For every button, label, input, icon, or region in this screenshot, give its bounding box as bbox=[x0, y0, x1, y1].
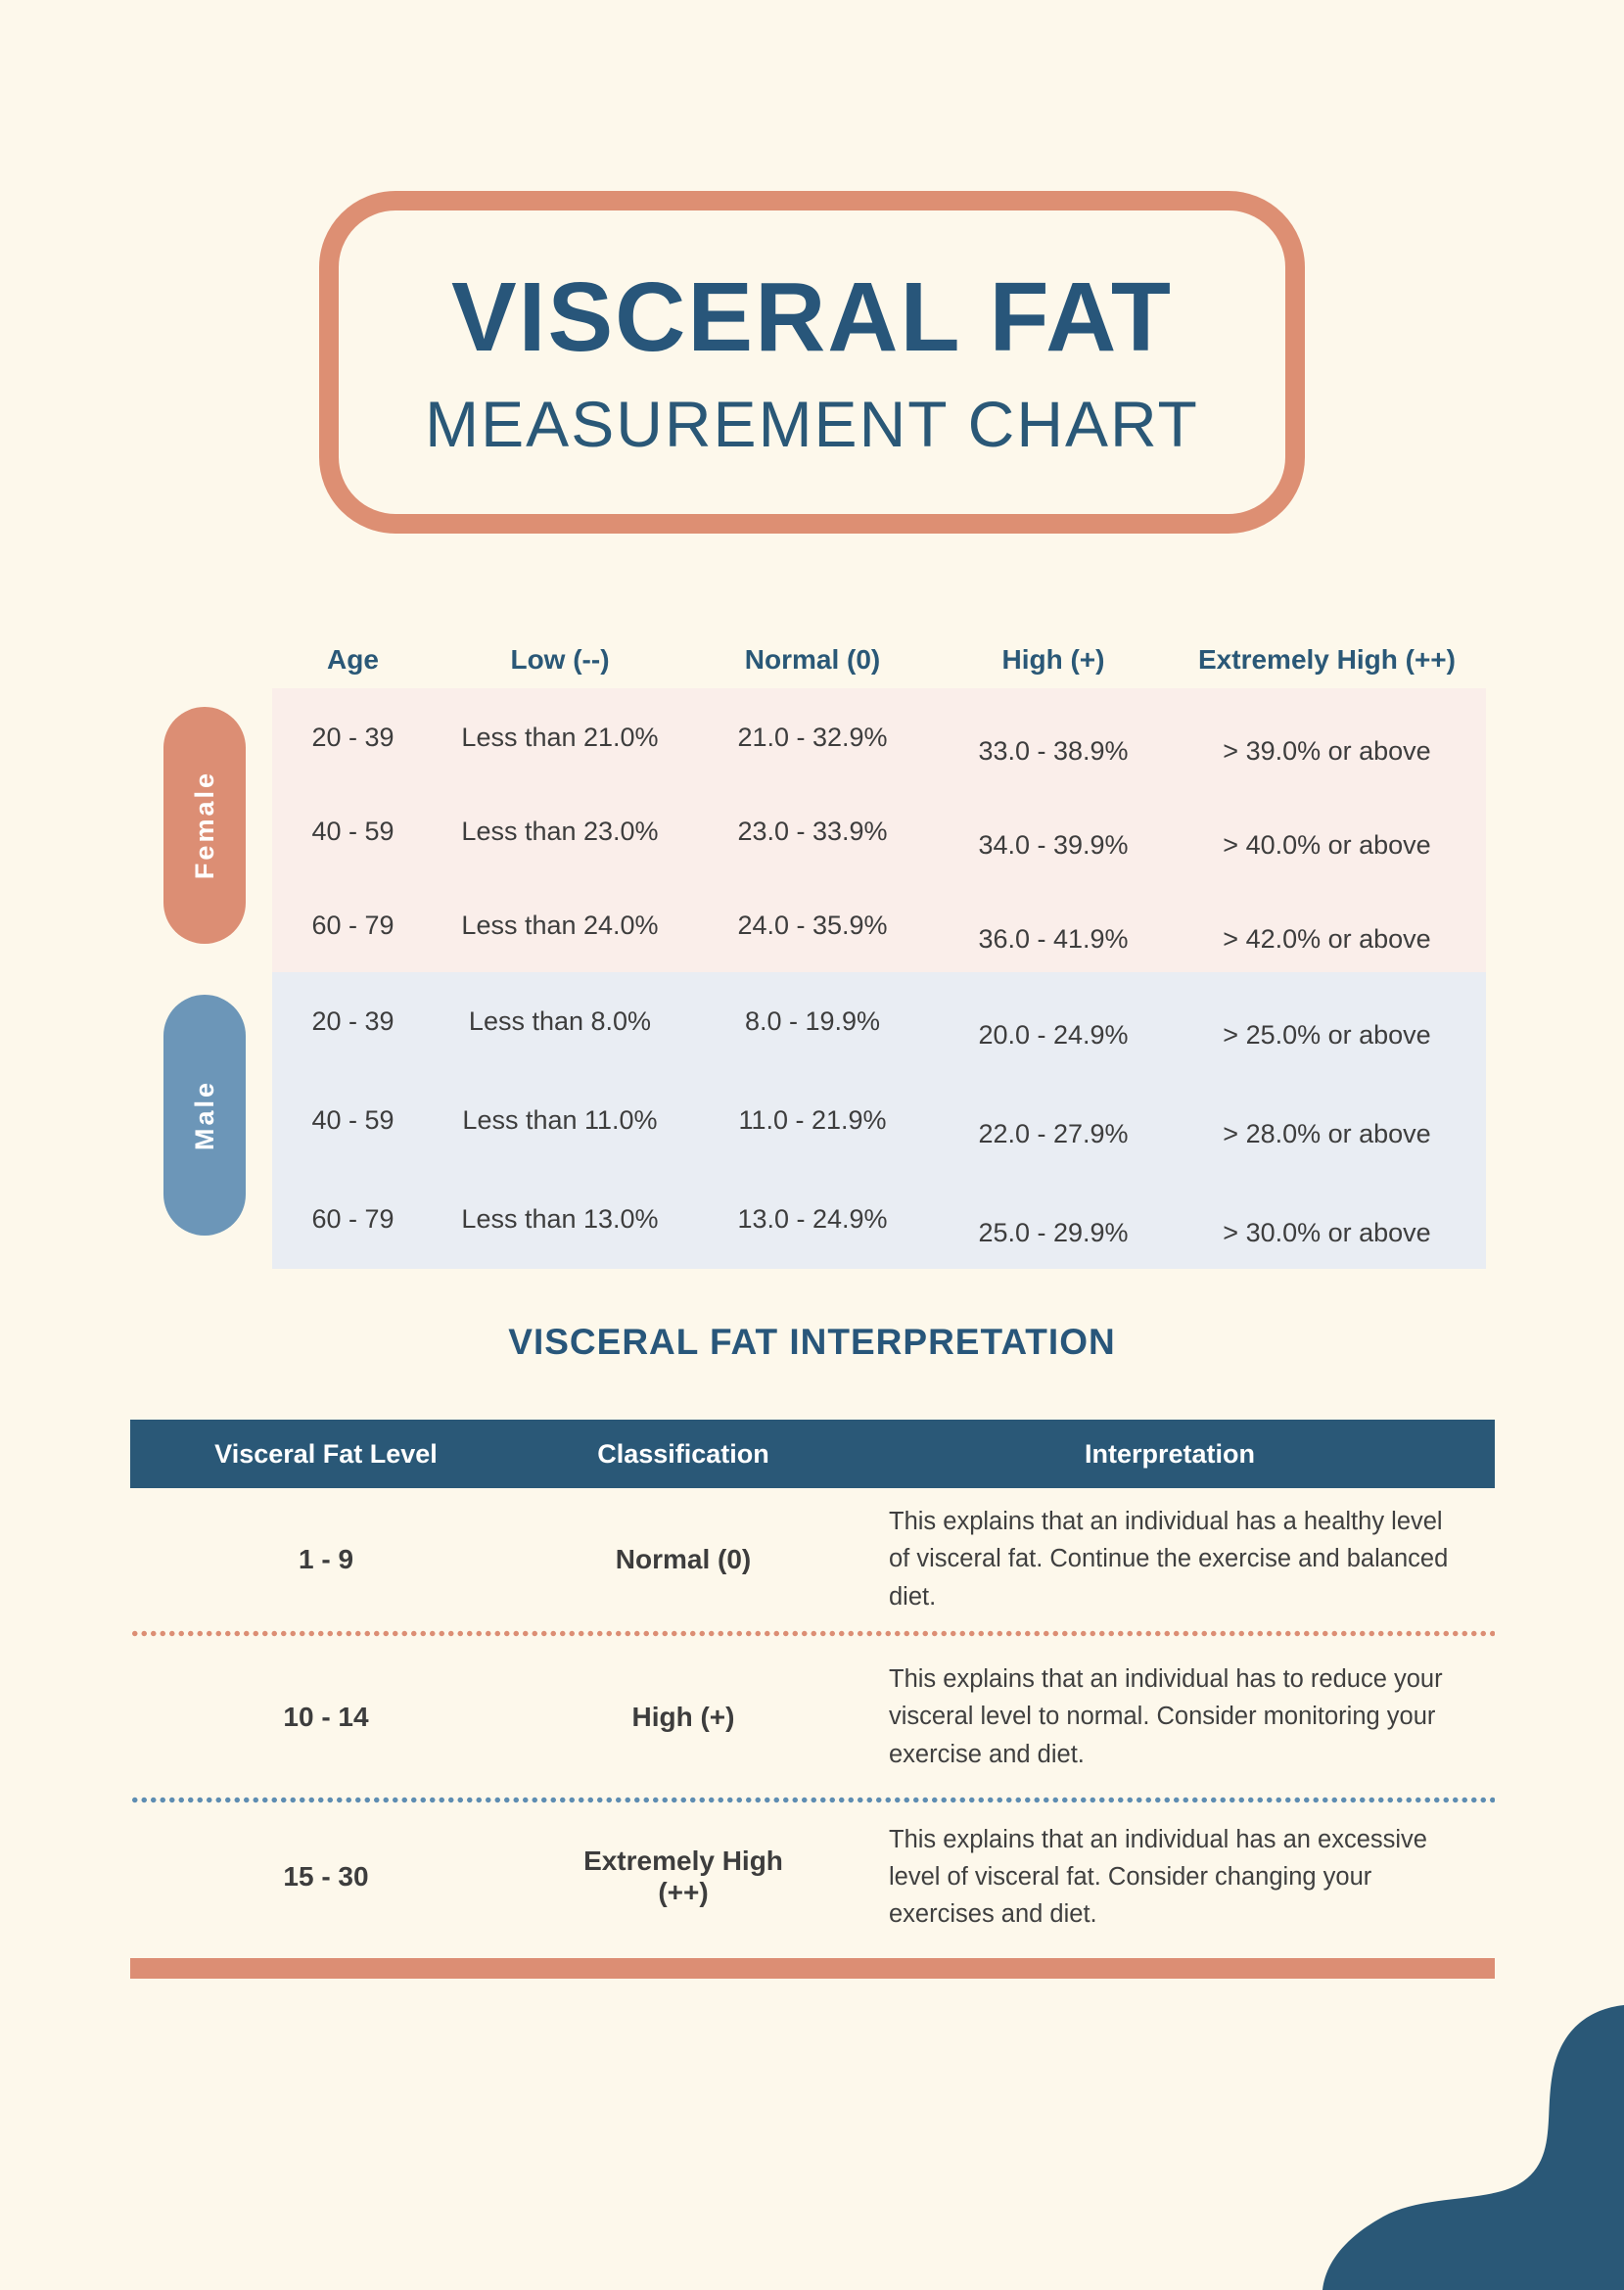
extremely-high-cell: > 39.0% or above bbox=[1223, 735, 1431, 766]
dotted-divider-salmon bbox=[130, 1630, 1495, 1637]
high-cell: 20.0 - 24.9% bbox=[978, 1020, 1129, 1050]
interpretation-table bbox=[130, 1420, 1495, 1950]
column-header-extremely-high: Extremely High (++) bbox=[1198, 644, 1456, 675]
table-row bbox=[272, 1071, 1486, 1170]
age-cell: 40 - 59 bbox=[311, 1105, 394, 1135]
interpretation-cell: This explains that an individual has an excessive level of visceral fat. Consider changing your exercises and diet. bbox=[889, 1825, 1427, 1929]
column-header-age: Age bbox=[327, 644, 379, 675]
extremely-high-cell: > 40.0% or above bbox=[1223, 829, 1431, 860]
high-cell: 33.0 - 38.9% bbox=[978, 735, 1129, 766]
age-cell: 60 - 79 bbox=[311, 910, 394, 940]
high-cell: 36.0 - 41.9% bbox=[978, 923, 1129, 954]
female-rows-group bbox=[272, 688, 1486, 972]
column-header-interpretation: Interpretation bbox=[1084, 1438, 1255, 1469]
low-cell: Less than 23.0% bbox=[461, 816, 659, 846]
interpretation-cell: This explains that an individual has a healthy level of visceral fat. Continue the exercise and balanced diet. bbox=[889, 1508, 1449, 1611]
normal-cell: 21.0 - 32.9% bbox=[737, 722, 888, 752]
column-header-normal: Normal (0) bbox=[744, 644, 881, 675]
classification-cell: Extremely High (++) bbox=[583, 1846, 783, 1907]
low-cell: Less than 13.0% bbox=[461, 1204, 659, 1234]
age-cell: 60 - 79 bbox=[311, 1204, 394, 1234]
high-cell: 34.0 - 39.9% bbox=[978, 829, 1129, 860]
age-cell: 20 - 39 bbox=[311, 1006, 394, 1036]
interpretation-table-header bbox=[130, 1420, 1495, 1488]
normal-cell: 24.0 - 35.9% bbox=[737, 910, 888, 940]
measurement-table bbox=[272, 631, 1486, 1269]
table-row bbox=[272, 972, 1486, 1071]
table-row bbox=[130, 1488, 1495, 1630]
interpretation-cell: This explains that an individual has to reduce your visceral level to normal. Consider monitoring your exercise and diet. bbox=[889, 1665, 1443, 1768]
column-header-low: Low (--) bbox=[510, 644, 610, 675]
normal-cell: 11.0 - 21.9% bbox=[738, 1105, 887, 1135]
column-header-visceral-fat-level: Visceral Fat Level bbox=[214, 1438, 438, 1469]
dotted-divider-blue bbox=[130, 1797, 1495, 1803]
page-subtitle: MEASUREMENT CHART bbox=[425, 388, 1199, 460]
table-row bbox=[130, 1803, 1495, 1950]
low-cell: Less than 21.0% bbox=[461, 722, 659, 752]
classification-cell: Normal (0) bbox=[615, 1543, 752, 1574]
column-header-classification: Classification bbox=[597, 1438, 769, 1469]
column-header-high: High (+) bbox=[1001, 644, 1105, 675]
low-cell: Less than 8.0% bbox=[468, 1006, 652, 1036]
low-cell: Less than 24.0% bbox=[461, 910, 659, 940]
female-group-pill bbox=[163, 707, 246, 944]
male-group-label: Male bbox=[189, 1079, 219, 1151]
measurement-table-header bbox=[272, 631, 1486, 688]
high-cell: 25.0 - 29.9% bbox=[978, 1218, 1129, 1247]
corner-wave-shape bbox=[1224, 1958, 1624, 2290]
female-group-label: Female bbox=[189, 771, 219, 880]
normal-cell: 13.0 - 24.9% bbox=[737, 1204, 888, 1234]
age-cell: 40 - 59 bbox=[311, 816, 394, 846]
table-row bbox=[272, 878, 1486, 972]
table-row bbox=[272, 690, 1486, 784]
high-cell: 22.0 - 27.9% bbox=[978, 1119, 1129, 1148]
title-card bbox=[319, 191, 1305, 534]
extremely-high-cell: > 42.0% or above bbox=[1223, 923, 1431, 954]
male-rows-group bbox=[272, 972, 1486, 1269]
table-row bbox=[272, 1170, 1486, 1269]
extremely-high-cell: > 25.0% or above bbox=[1223, 1020, 1431, 1050]
normal-cell: 8.0 - 19.9% bbox=[744, 1006, 881, 1036]
low-cell: Less than 11.0% bbox=[462, 1105, 658, 1135]
level-cell: 1 - 9 bbox=[298, 1543, 354, 1574]
male-group-pill bbox=[163, 995, 246, 1236]
level-cell: 10 - 14 bbox=[283, 1701, 369, 1732]
table-row bbox=[130, 1637, 1495, 1797]
classification-cell: High (+) bbox=[631, 1701, 735, 1732]
extremely-high-cell: > 28.0% or above bbox=[1223, 1119, 1431, 1148]
extremely-high-cell: > 30.0% or above bbox=[1223, 1218, 1431, 1247]
age-cell: 20 - 39 bbox=[311, 722, 394, 752]
normal-cell: 23.0 - 33.9% bbox=[737, 816, 888, 846]
level-cell: 15 - 30 bbox=[283, 1861, 369, 1892]
table-row bbox=[272, 784, 1486, 878]
page-title: VISCERAL FAT bbox=[450, 262, 1174, 372]
interpretation-heading: VISCERAL FAT INTERPRETATION bbox=[508, 1322, 1116, 1362]
